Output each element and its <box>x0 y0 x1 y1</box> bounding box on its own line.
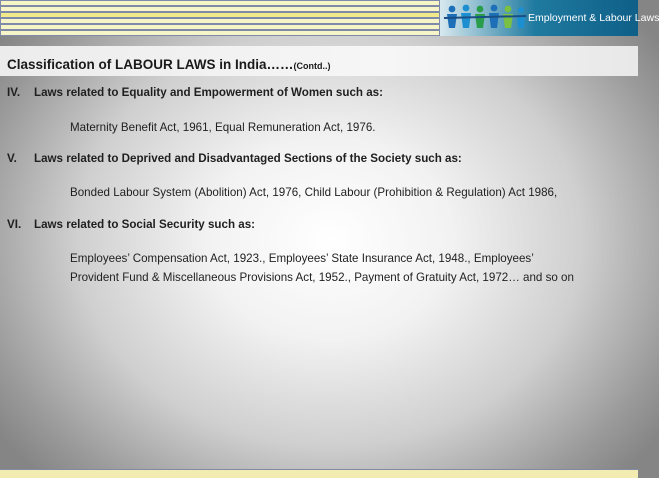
people-chain-icon <box>440 0 528 36</box>
brand-text: Employment & Labour Laws <box>528 12 659 24</box>
header-stripes <box>0 0 440 36</box>
header-stripe <box>0 30 440 36</box>
slide-title-main: Classification of LABOUR LAWS in India…… <box>7 57 294 72</box>
footer-stripe <box>0 469 638 478</box>
slide-title-suffix: (Contd..) <box>293 61 331 71</box>
section-body-line: Employees’ Compensation Act, 1923., Employees’ State Insurance Act, 1948., Employees’ <box>70 252 534 265</box>
brand-banner <box>440 0 659 36</box>
section-body-line: Provident Fund & Miscellaneous Provisions Act, 1952., Payment of Gratuity Act, 1972… and so on <box>70 271 574 284</box>
slide-title <box>7 57 331 72</box>
section-heading: Laws related to Deprived and Disadvantaged Sections of the Society such as: <box>34 152 462 165</box>
section-body-line: Maternity Benefit Act, 1961, Equal Remuneration Act, 1976. <box>70 121 376 134</box>
section-heading: Laws related to Equality and Empowerment of Women such as: <box>34 86 383 99</box>
section-numeral: VI. <box>7 218 22 231</box>
section-body-line: Bonded Labour System (Abolition) Act, 1976, Child Labour (Prohibition & Regulation) Act 1986, <box>70 186 558 199</box>
section-heading: Laws related to Social Security such as: <box>34 218 256 231</box>
section-numeral: V. <box>7 152 17 165</box>
section-numeral: IV. <box>7 86 21 99</box>
